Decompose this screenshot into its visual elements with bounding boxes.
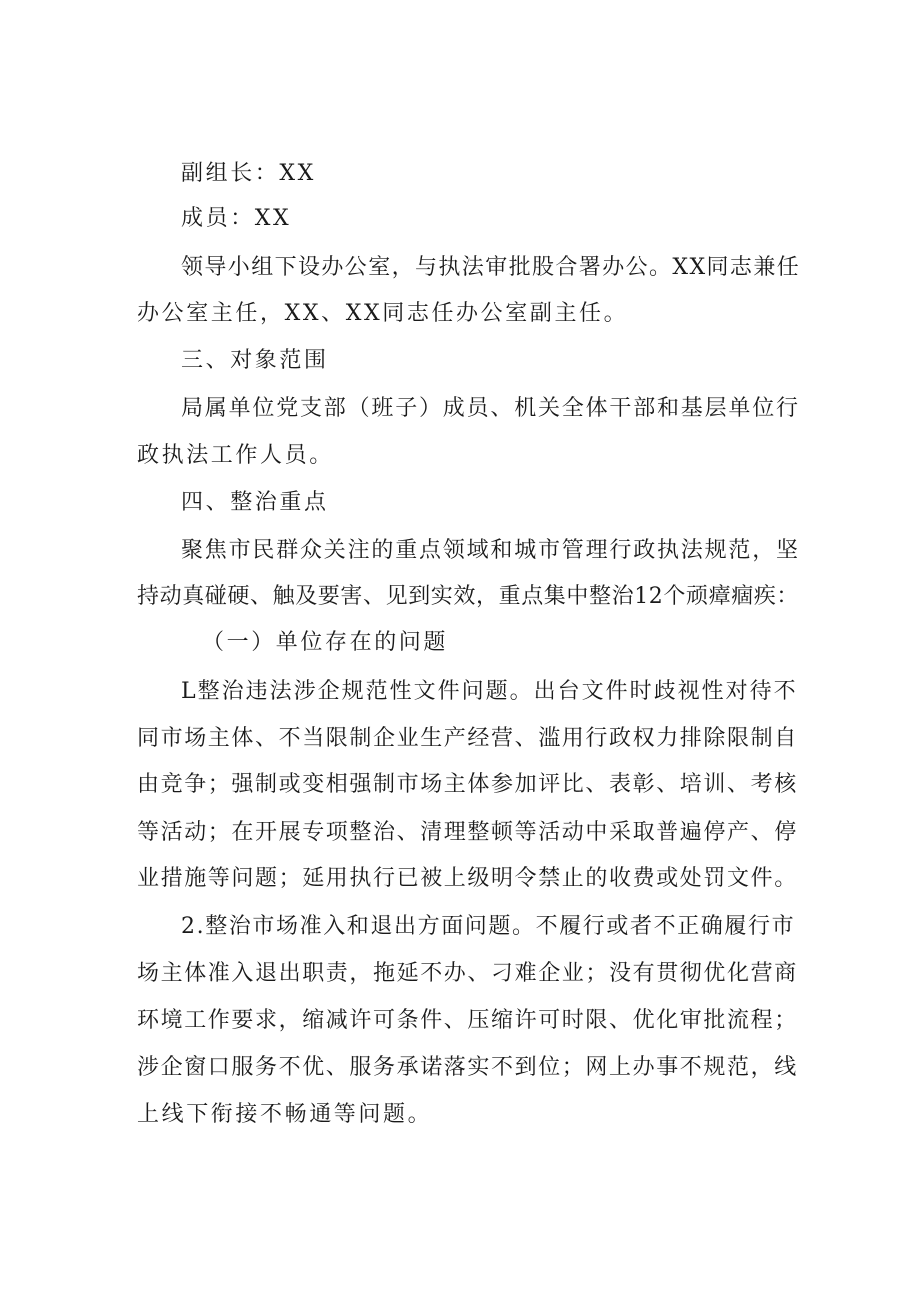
- text-line: 领导小组下设办公室，与执法审批股合署办公。XX同志兼任: [181, 255, 801, 280]
- text-line: 政执法工作人员。: [137, 443, 334, 468]
- text-line: L整治违法涉企规范性文件问题。出台文件时歧视性对待不: [181, 679, 798, 704]
- text-line: 由竞争；强制或变相强制市场主体参加评比、表彰、培训、考核: [137, 772, 798, 797]
- text-line: 局属单位党支部（班子）成员、机关全体干部和基层单位行: [181, 396, 800, 421]
- text-line: 持动真碰硬、触及要害、见到实效，重点集中整治12个顽瘴痼疾：: [137, 584, 799, 609]
- text-line: 2.整治市场准入和退出方面问题。不履行或者不正确履行市: [181, 914, 796, 939]
- text-line: 环境工作要求，缩减许可条件、压缩许可时限、优化审批流程；: [137, 1008, 798, 1033]
- text-line: 场主体准入退出职责，拖延不办、刁难企业；没有贯彻优化营商: [137, 961, 798, 986]
- subsection-heading: （一）单位存在的问题: [202, 630, 449, 655]
- text-line: 成员：XX: [181, 206, 292, 231]
- section-heading: 四、整治重点: [181, 490, 329, 515]
- section-heading: 三、对象范围: [181, 348, 329, 373]
- text-line: 业措施等问题；延用执行已被上级明令禁止的收费或处罚文件。: [137, 866, 798, 891]
- text-line: 涉企窗口服务不优、服务承诺落实不到位；网上办事不规范，线: [137, 1055, 798, 1080]
- text-line: 同市场主体、不当限制企业生产经营、滥用行政权力排除限制自: [137, 726, 798, 751]
- text-line: 办公室主任，XX、XX同志任办公室副主任。: [137, 301, 629, 326]
- text-line: 聚焦市民群众关注的重点领域和城市管理行政执法规范，坚: [181, 538, 800, 563]
- text-line: 等活动；在开展专项整治、清理整顿等活动中采取普遍停产、停: [137, 820, 798, 845]
- text-line: 副组长：XX: [181, 161, 316, 186]
- text-line: 上线下衔接不畅通等问题。: [137, 1102, 433, 1127]
